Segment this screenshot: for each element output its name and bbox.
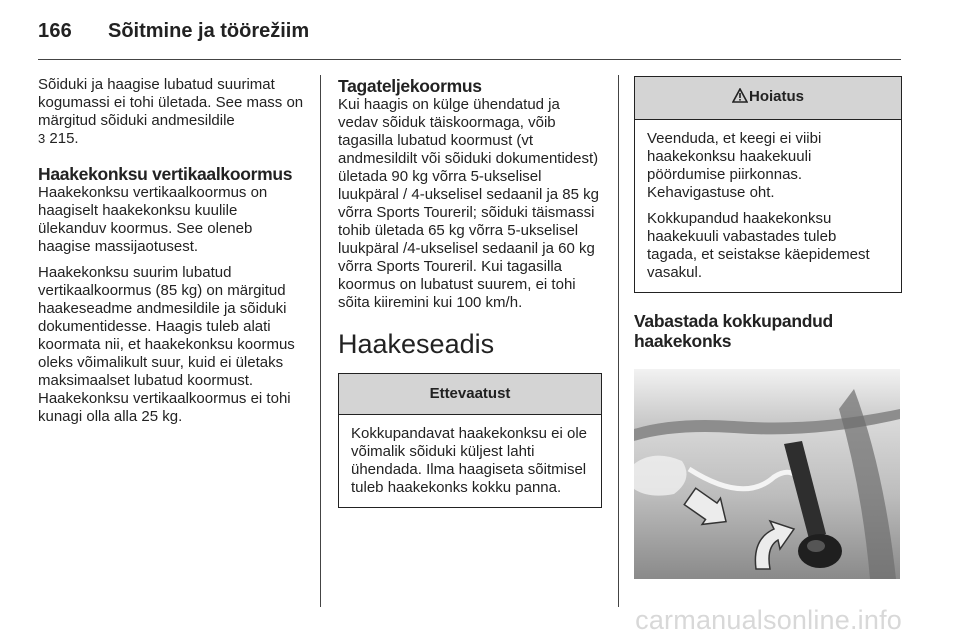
warning-box bbox=[634, 76, 902, 293]
tow-hook-photo bbox=[634, 369, 900, 579]
column-right bbox=[634, 76, 902, 579]
caution-title: Ettevaatust bbox=[339, 374, 601, 415]
paragraph-rear-axle-load: Kui haagis on külge ühendatud ja vedav sõiduk täiskoormaga, võib tagasilla lubatud koormust (vt andmesildilt või sõiduki dokumentidest) ületada 90 kg võrra 5-ukselisel luukpäral / 4-ukselisel sedaanil ja 85 kg võrra Sports Toureril; sõiduki täismassi tohib ületada 65 kg võrra 5-ukselisel luukpäral /4-ukselisel sedaanil ja 60 kg võrra Sports Toureril. Kui tagasilla koormus on lubatust suurem, ei tohi sõita kiiremini kui 100 km/h. bbox=[338, 96, 599, 311]
paragraph-total-mass-text: Sõiduki ja haagise lubatud suurimat kogumassi ei tohi ületada. See mass on märgitud sõiduki andmesildile bbox=[38, 76, 304, 129]
column-divider-1 bbox=[320, 75, 321, 607]
page-reference-link[interactable]: 215. bbox=[45, 130, 79, 147]
watermark-logo: carmanualsonline.info bbox=[635, 605, 902, 635]
page-title: Sõitmine ja töörežiim bbox=[108, 20, 310, 42]
column-middle bbox=[338, 76, 602, 508]
paragraph-total-mass bbox=[38, 76, 306, 148]
caution-box bbox=[338, 373, 602, 508]
warning-text-2: Kokkupandud haakekonksu haakekuuli vabastades tuleb tagada, et seistakse käepidemest vasakul. bbox=[647, 210, 870, 281]
warning-title: Hoiatus bbox=[748, 88, 804, 105]
page-number: 166 bbox=[38, 20, 72, 42]
paragraph-vertical-load-limits: Haakekonksu suurim lubatud vertikaalkoormus (85 kg) on märgitud haakeseadme andmesildile ja sõiduki dokumentidesse. Haagis tuleb alati koormata nii, et haakekonksu koormus oleks võimalikult suur, kuid ei ületaks maksimaalset lubatud koormust. Haakekonksu vertikaalkoormus ei tohi kunagi olla alla 25 kg. bbox=[38, 264, 295, 425]
caution-text: Kokkupandavat haakekonksu ei ole võimalik sõiduki küljest lahti ühendada. Ilma haagiseta sõitmisel tuleb haakekonks kokku panna. bbox=[351, 425, 588, 496]
warning-header bbox=[635, 77, 901, 120]
heading-rear-axle-load: Tagateljekoormus bbox=[338, 76, 482, 96]
warning-triangle-icon bbox=[732, 88, 748, 109]
header-divider bbox=[38, 59, 901, 60]
column-divider-2 bbox=[618, 75, 619, 607]
section-title-towing-equipment: Haakeseadis bbox=[338, 329, 495, 359]
paragraph-vertical-load-definition: Haakekonksu vertikaalkoormus on haagiselt haakekonksu kuulile ülekanduv koormus. See oleneb haagise massijaotusest. bbox=[38, 184, 268, 255]
heading-release-tow-hook: Vabastada kokkupandud haakekonks bbox=[634, 311, 833, 351]
warning-text-1: Veenduda, et keegi ei viibi haakekonksu haakekuuli pöördumise piirkonnas. Kehavigastuse oht. bbox=[647, 130, 822, 201]
column-left bbox=[38, 76, 306, 426]
heading-vertical-load: Haakekonksu vertikaalkoormus bbox=[38, 164, 293, 184]
page-reference-arrow-icon: 3 bbox=[38, 131, 46, 146]
